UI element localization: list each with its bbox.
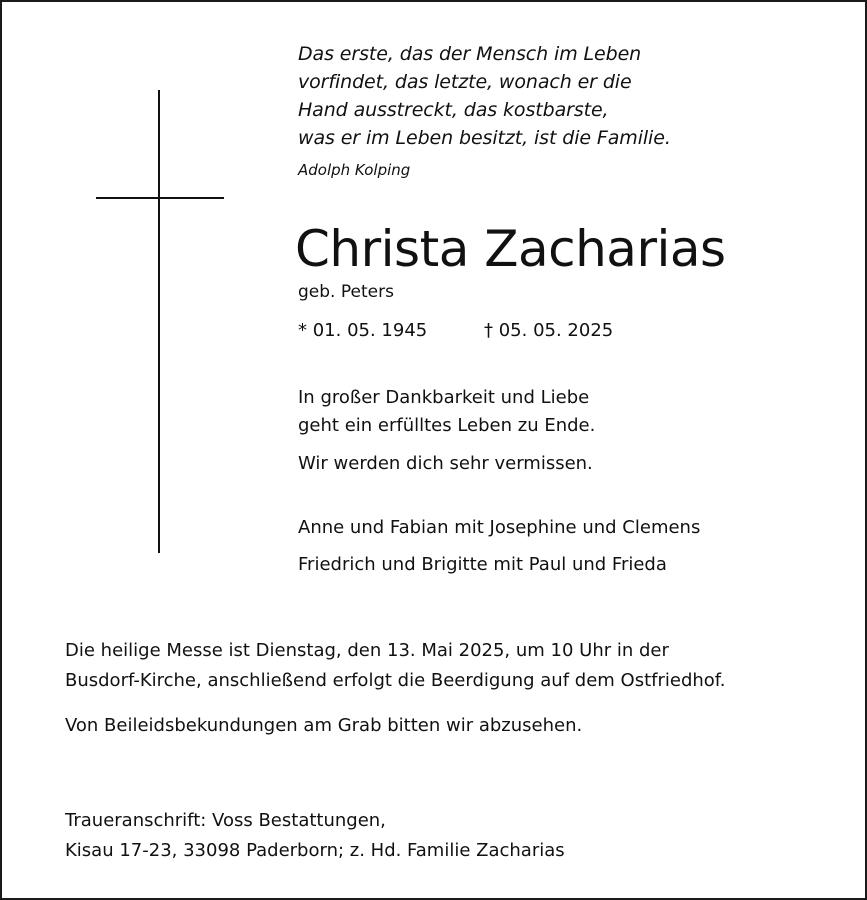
tribute-line: geht ein erfülltes Leben zu Ende. bbox=[298, 415, 596, 436]
quote-line: Hand ausstreckt, das kostbarste, bbox=[298, 99, 609, 121]
service-details bbox=[65, 636, 825, 696]
miss-line bbox=[298, 450, 818, 478]
death-date: † 05. 05. 2025 bbox=[484, 320, 614, 341]
miss-text: Wir werden dich sehr vermissen. bbox=[298, 453, 593, 474]
quote-block bbox=[298, 40, 778, 180]
service-line: Busdorf-Kirche, anschließend erfolgt die Beerdigung auf dem Ostfriedhof. bbox=[65, 670, 726, 691]
mourning-address bbox=[65, 806, 825, 866]
condolence-text: Von Beileidsbekundungen am Grab bitten wir abzusehen. bbox=[65, 715, 583, 736]
quote-author: Adolph Kolping bbox=[298, 161, 411, 179]
cross-icon-horizontal-bar bbox=[96, 197, 224, 199]
tribute-line: In großer Dankbarkeit und Liebe bbox=[298, 387, 590, 408]
condolence-note bbox=[65, 711, 825, 741]
service-line: Die heilige Messe ist Dienstag, den 13. Mai 2025, um 10 Uhr in der bbox=[65, 640, 669, 661]
tribute-text bbox=[298, 384, 818, 440]
maiden-name: geb. Peters bbox=[298, 282, 394, 302]
family-names bbox=[298, 509, 818, 583]
address-line: Traueranschrift: Voss Bestattungen, bbox=[65, 810, 386, 831]
deceased-name: Christa Zacharias bbox=[295, 220, 726, 278]
address-line: Kisau 17-23, 33098 Paderborn; z. Hd. Familie Zacharias bbox=[65, 840, 565, 861]
quote-line: Das erste, das der Mensch im Leben bbox=[298, 43, 642, 65]
family-line: Friedrich und Brigitte mit Paul und Frieda bbox=[298, 554, 667, 575]
family-line: Anne und Fabian mit Josephine und Clemens bbox=[298, 517, 701, 538]
birth-date: * 01. 05. 1945 bbox=[298, 320, 428, 341]
cross-icon-vertical-bar bbox=[158, 90, 160, 553]
quote-line: was er im Leben besitzt, ist die Familie. bbox=[298, 127, 671, 149]
quote-line: vorfindet, das letzte, wonach er die bbox=[298, 71, 632, 93]
